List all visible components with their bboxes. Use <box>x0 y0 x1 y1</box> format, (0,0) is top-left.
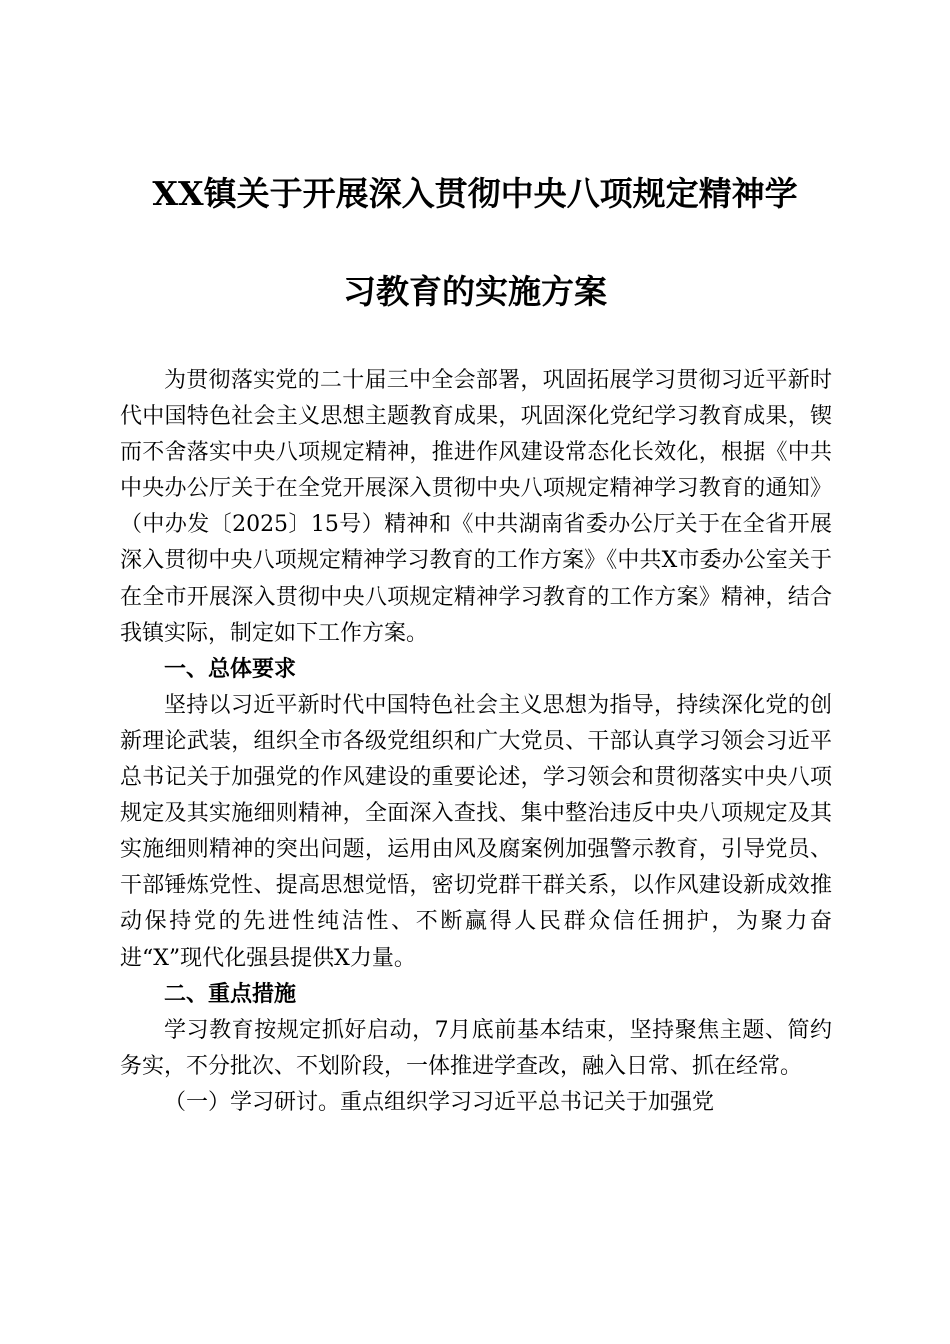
intro-paragraph: 为贯彻落实党的二十届三中全会部署，巩固拓展学习贯彻习近平新时代中国特色社会主义思想主题教育成果，巩固深化党纪学习教育成果，锲而不舍落实中央八项规定精神，推进作风建设常态化长效化，根据《中共中央办公厅关于在全党开展深入贯彻中央八项规定精神学习教育的通知》（中办发〔2025〕15号）精神和《中共湖南省委办公厅关于在全省开展深入贯彻中央八项规定精神学习教育的工作方案》《中共X市委办公室关于在全市开展深入贯彻中央八项规定精神学习教育的工作方案》精神，结合我镇实际，制定如下工作方案。 <box>120 368 832 646</box>
document-body <box>120 363 832 1121</box>
section-paragraph-general-requirements: 坚持以习近平新时代中国特色社会主义思想为指导，持续深化党的创新理论武装，组织全市各级党组织和广大党员、干部认真学习领会习近平总书记关于加强党的作风建设的重要论述，学习领会和贯彻落实中央八项规定及其实施细则精神，全面深入查找、集中整治违反中央八项规定及其实施细则精神的突出问题，运用由风及腐案例加强警示教育，引导党员、干部锤炼党性、提高思想觉悟，密切党群干群关系，以作风建设新成效推动保持党的先进性纯洁性、不断赢得人民群众信任拥护，为聚力奋进“X”现代化强县提供X力量。 <box>120 692 832 971</box>
subsection-text-study: 重点组织学习习近平总书记关于加强党 <box>340 1089 715 1115</box>
subsection-heading-study: （一）学习研讨。 <box>164 1089 341 1115</box>
section-heading-key-measures: 二、重点措施 <box>164 981 297 1007</box>
section-paragraph-key-measures: 学习教育按规定抓好启动，7月底前基本结束，坚持聚焦主题、简约务实，不分批次、不划阶段，一体推进学查改，融入日常、抓在经常。 <box>120 1017 832 1079</box>
section-heading-general-requirements: 一、总体要求 <box>164 656 297 682</box>
document-title-line-2: 习教育的实施方案 <box>343 272 607 311</box>
subsection-paragraph-study <box>120 1085 832 1121</box>
document-title-line-1: XX镇关于开展深入贯彻中央八项规定精神学 <box>152 174 798 213</box>
